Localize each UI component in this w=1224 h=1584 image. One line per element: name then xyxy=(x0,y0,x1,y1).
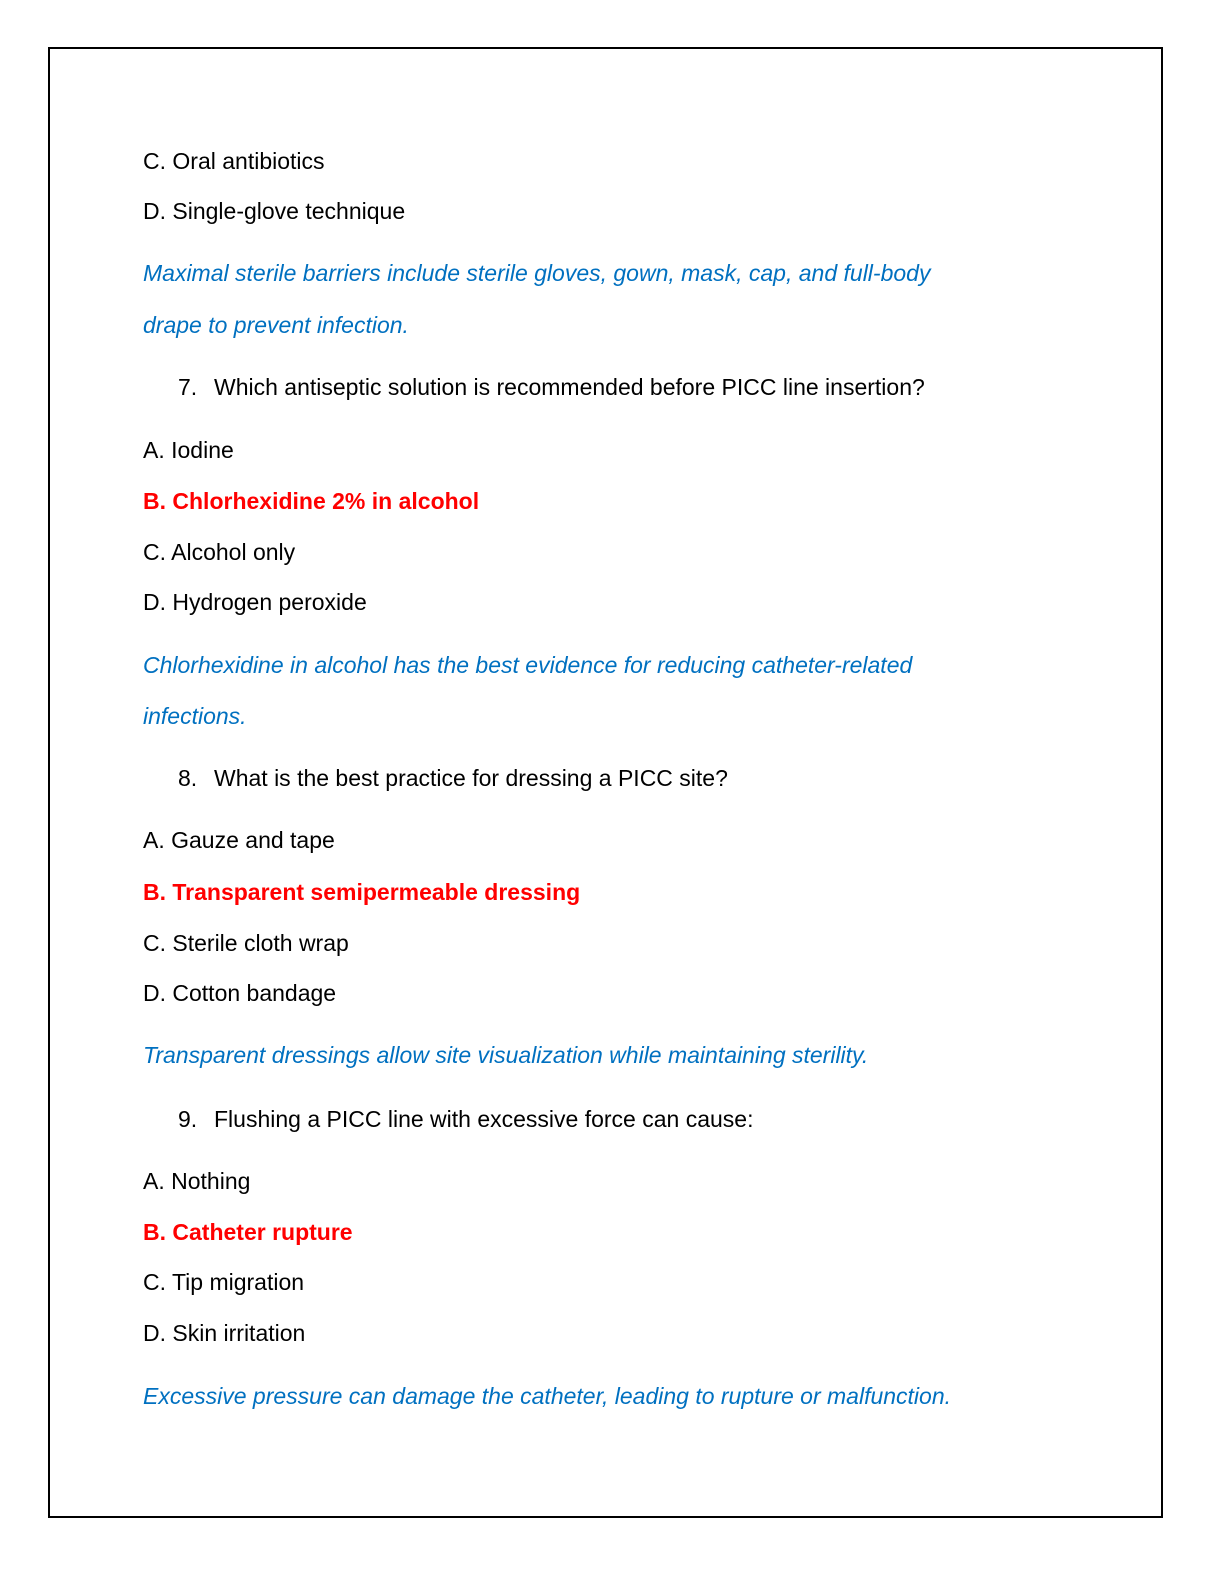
q8-option-d: D. Cotton bandage xyxy=(143,980,337,1006)
q7-explanation-line2: infections. xyxy=(143,703,247,729)
question-7-number: 7. xyxy=(178,374,198,400)
question-8-number: 8. xyxy=(178,765,198,791)
q7-option-a: A. Iodine xyxy=(143,437,234,463)
question-9-text: Flushing a PICC line with excessive force can cause: xyxy=(214,1106,754,1132)
q7-option-d: D. Hydrogen peroxide xyxy=(143,589,367,615)
question-9-number: 9. xyxy=(178,1106,198,1132)
q8-option-a: A. Gauze and tape xyxy=(143,827,335,853)
q8-option-c: C. Sterile cloth wrap xyxy=(143,930,349,956)
question-7-text: Which antiseptic solution is recommended before PICC line insertion? xyxy=(214,374,925,400)
question-7 xyxy=(178,373,925,401)
q6-option-d: D. Single-glove technique xyxy=(143,198,406,224)
q7-option-c: C. Alcohol only xyxy=(143,539,296,565)
q7-explanation-line1: Chlorhexidine in alcohol has the best evidence for reducing catheter-related xyxy=(143,652,913,678)
question-9 xyxy=(178,1105,753,1133)
q8-explanation: Transparent dressings allow site visualization while maintaining sterility. xyxy=(143,1042,869,1068)
q9-option-d: D. Skin irritation xyxy=(143,1320,306,1346)
q6-explanation-line1: Maximal sterile barriers include sterile gloves, gown, mask, cap, and full-body xyxy=(143,260,931,286)
q9-explanation: Excessive pressure can damage the catheter, leading to rupture or malfunction. xyxy=(143,1383,952,1409)
q6-explanation-line2: drape to prevent infection. xyxy=(143,312,409,338)
question-8 xyxy=(178,764,728,792)
q9-option-a: A. Nothing xyxy=(143,1168,251,1194)
q6-option-c: C. Oral antibiotics xyxy=(143,148,325,174)
q9-option-c: C. Tip migration xyxy=(143,1269,305,1295)
question-8-text: What is the best practice for dressing a PICC site? xyxy=(214,765,728,791)
q7-option-b-correct: B. Chlorhexidine 2% in alcohol xyxy=(143,488,480,514)
q8-option-b-correct: B. Transparent semipermeable dressing xyxy=(143,879,581,905)
q9-option-b-correct: B. Catheter rupture xyxy=(143,1219,353,1245)
